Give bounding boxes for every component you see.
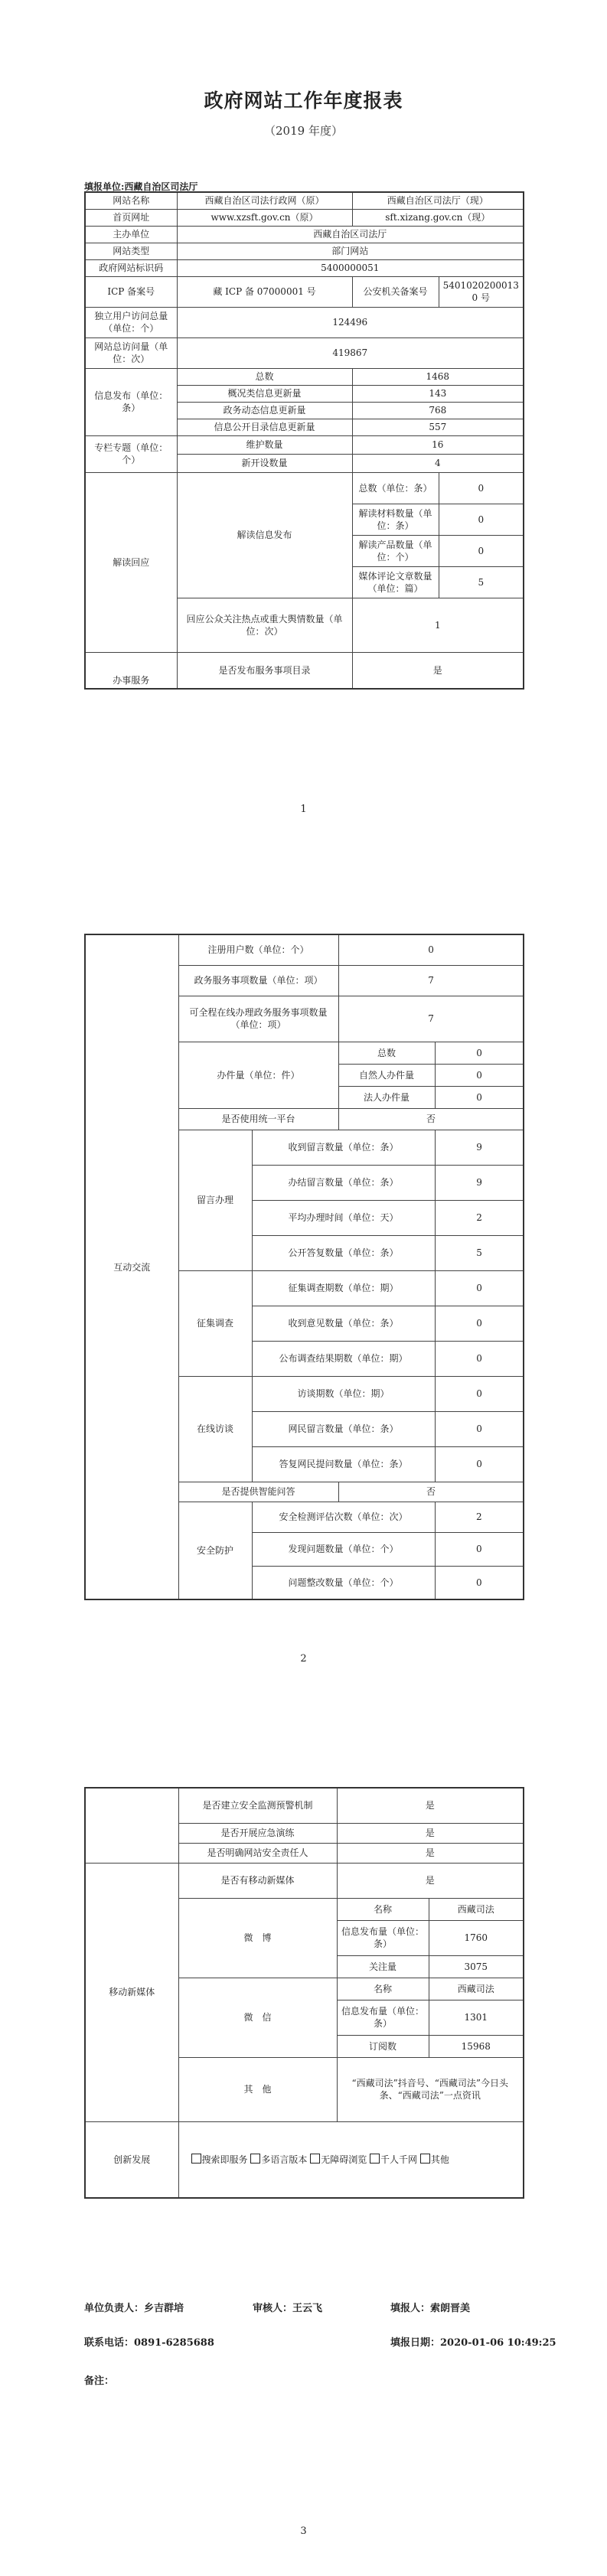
report-table-page-1 — [84, 191, 524, 690]
svc-online-value: 7 — [338, 996, 524, 1042]
jd-media-value: 5 — [439, 566, 524, 598]
info-gk-value: 143 — [352, 385, 524, 402]
info-total-label: 总数 — [177, 368, 352, 385]
msg-done-label: 办结留言数量（单位：条） — [252, 1165, 435, 1200]
survey-result-label: 公布调查结果期数（单位：期） — [252, 1341, 435, 1376]
jd-media-label: 媒体评论文章数量（单位：篇） — [352, 566, 439, 598]
weixin-name-value: 西藏司法 — [429, 1978, 524, 2000]
qa-value: 否 — [338, 1482, 524, 1502]
msg-public-label: 公开答复数量（单位：条） — [252, 1235, 435, 1270]
contact-phone: 联系电话：0891-6285688 — [84, 2337, 214, 2349]
msg-public-value: 5 — [435, 1235, 524, 1270]
innovation-option[interactable]: 千人千网 — [370, 2154, 417, 2165]
info-total-value: 1468 — [352, 368, 524, 385]
host-value: 西藏自治区司法厅 — [177, 226, 524, 243]
interview-label: 在线访谈 — [178, 1376, 252, 1482]
pv-label: 网站总访问量（单位：次） — [85, 337, 177, 368]
column-maint-label: 维护数量 — [177, 435, 352, 454]
police-label: 公安机关备案号 — [352, 276, 439, 307]
other-media-label: 其 他 — [178, 2057, 337, 2121]
innovation-option[interactable]: 多语言版本 — [250, 2154, 307, 2165]
weixin-subs-value: 15968 — [429, 2035, 524, 2057]
interview-msgs-label: 网民留言数量（单位：条） — [252, 1411, 435, 1446]
uv-value: 124496 — [177, 307, 524, 337]
weibo-posts-value: 1760 — [429, 1920, 524, 1955]
qa-label: 是否提供智能问答 — [178, 1482, 338, 1502]
hot-label: 回应公众关注热点或重大舆情数量（单位：次） — [177, 598, 352, 652]
fill-date: 填报日期：2020-01-06 10:49:25 — [390, 2337, 556, 2349]
column-maint-value: 16 — [352, 435, 524, 454]
report-table-page-3 — [84, 1787, 524, 2199]
interview-count-label: 访谈期数（单位：期） — [252, 1376, 435, 1411]
jd-material-value: 0 — [439, 504, 524, 535]
handle-legal-value: 0 — [435, 1086, 524, 1108]
uv-label: 独立用户访问总量（单位：个） — [85, 307, 177, 337]
innovation-option[interactable]: 无障碍浏览 — [310, 2154, 367, 2165]
survey-opinions-label: 收到意见数量（单位：条） — [252, 1306, 435, 1341]
weixin-posts-value: 1301 — [429, 2000, 524, 2035]
survey-label: 征集调查 — [178, 1270, 252, 1376]
weibo-label: 微 博 — [178, 1898, 337, 1978]
interact-label: 互动交流 — [85, 934, 178, 1599]
jd-product-label: 解读产品数量（单位：个） — [352, 535, 439, 566]
unit-chief: 单位负责人：乡吉群培 — [84, 2303, 184, 2314]
column-label: 专栏专题（单位：个） — [85, 435, 177, 472]
sec-fixed-value: 0 — [435, 1566, 524, 1599]
police-value: 54010202000130 号 — [439, 276, 524, 307]
sec-drill-value: 是 — [337, 1823, 524, 1843]
info-gk-label: 概况类信息更新量 — [177, 385, 352, 402]
reg-users-value: 0 — [338, 934, 524, 965]
jd-total-value: 0 — [439, 472, 524, 504]
service-publish-value: 是 — [352, 652, 524, 689]
survey-count-label: 征集调查期数（单位：期） — [252, 1270, 435, 1306]
interview-ans-value: 0 — [435, 1446, 524, 1482]
sec-person-label: 是否明确网站安全责任人 — [178, 1843, 337, 1863]
jd-material-label: 解读材料数量（单位：条） — [352, 504, 439, 535]
site-type-value: 部门网站 — [177, 243, 524, 259]
sec-found-label: 发现问题数量（单位：个） — [252, 1532, 435, 1566]
mobile-label: 移动新媒体 — [85, 1863, 178, 2121]
weibo-fans-label: 关注量 — [337, 1955, 429, 1978]
svc-items-value: 7 — [338, 965, 524, 996]
home-url-new: sft.xizang.gov.cn（现） — [352, 209, 524, 226]
msg-recv-label: 收到留言数量（单位：条） — [252, 1130, 435, 1165]
msg-days-label: 平均办理时间（单位：天） — [252, 1200, 435, 1235]
weixin-label: 微 信 — [178, 1978, 337, 2057]
innovation-option[interactable]: 其他 — [420, 2154, 449, 2165]
msg-recv-value: 9 — [435, 1130, 524, 1165]
info-zw-label: 政务动态信息更新量 — [177, 402, 352, 419]
home-url-old: www.xzsft.gov.cn（原） — [177, 209, 352, 226]
jd-product-value: 0 — [439, 535, 524, 566]
pv-value: 419867 — [177, 337, 524, 368]
page-number-2: 2 — [300, 1653, 307, 1665]
icp-label: ICP 备案号 — [85, 276, 177, 307]
info-zw-value: 768 — [352, 402, 524, 419]
handle-person-value: 0 — [435, 1064, 524, 1086]
weibo-posts-label: 信息发布量（单位：条） — [337, 1920, 429, 1955]
service-publish-label: 是否发布服务事项目录 — [177, 652, 352, 689]
handle-total-label: 总数 — [338, 1042, 435, 1064]
hot-value: 1 — [352, 598, 524, 652]
handle-legal-label: 法人办件量 — [338, 1086, 435, 1108]
handle-label: 办件量（单位：件） — [178, 1042, 338, 1108]
handle-person-label: 自然人办件量 — [338, 1064, 435, 1086]
site-name-label: 网站名称 — [85, 192, 177, 209]
column-new-value: 4 — [352, 454, 524, 472]
mobile-has-label: 是否有移动新媒体 — [178, 1863, 337, 1898]
svc-items-label: 政务服务事项数量（单位：项） — [178, 965, 338, 996]
innovation-option[interactable]: 搜索即服务 — [191, 2154, 248, 2165]
site-code-value: 5400000051 — [177, 259, 524, 276]
reg-users-label: 注册用户数（单位：个） — [178, 934, 338, 965]
report-table-page-2 — [84, 934, 524, 1600]
service-label: 办事服务 — [85, 652, 177, 689]
page-number-1: 1 — [300, 804, 307, 815]
unified-value: 否 — [338, 1108, 524, 1130]
site-name-old: 西藏自治区司法行政网（原） — [177, 192, 352, 209]
msg-days-value: 2 — [435, 1200, 524, 1235]
column-new-label: 新开设数量 — [177, 454, 352, 472]
response-label: 解读回应 — [85, 472, 177, 652]
survey-opinions-value: 0 — [435, 1306, 524, 1341]
sec-eval-label: 安全检测评估次数（单位：次） — [252, 1502, 435, 1532]
handle-total-value: 0 — [435, 1042, 524, 1064]
sec-found-value: 0 — [435, 1532, 524, 1566]
security-label: 安全防护 — [178, 1502, 252, 1599]
interview-ans-label: 答复网民提问数量（单位：条） — [252, 1446, 435, 1482]
remark: 备注： — [84, 2375, 115, 2387]
site-code-label: 政府网站标识码 — [85, 259, 177, 276]
info-ml-value: 557 — [352, 419, 524, 435]
site-name-new: 西藏自治区司法厅（现） — [352, 192, 524, 209]
report-year: （2019 年度） — [264, 124, 343, 138]
svc-online-label: 可全程在线办理政务服务事项数量（单位：项） — [178, 996, 338, 1042]
weibo-name-label: 名称 — [337, 1898, 429, 1920]
info-ml-label: 信息公开目录信息更新量 — [177, 419, 352, 435]
fill-unit: 填报单位:西藏自治区司法厅 — [84, 181, 198, 192]
sec-drill-label: 是否开展应急演练 — [178, 1823, 337, 1843]
security-cont-label — [85, 1788, 178, 1863]
page-number-3: 3 — [300, 2525, 307, 2537]
icp-value: 藏 ICP 备 07000001 号 — [177, 276, 352, 307]
checkbox-icon[interactable] — [191, 2154, 201, 2164]
unified-label: 是否使用统一平台 — [178, 1108, 338, 1130]
sec-eval-value: 2 — [435, 1502, 524, 1532]
checkbox-icon[interactable] — [310, 2154, 320, 2164]
weixin-subs-label: 订阅数 — [337, 2035, 429, 2057]
checkbox-icon[interactable] — [250, 2154, 260, 2164]
info-label: 信息发布（单位：条） — [85, 368, 177, 435]
weibo-fans-value: 3075 — [429, 1955, 524, 1978]
filler: 填报人：索朗晋美 — [390, 2303, 471, 2314]
checkbox-icon[interactable] — [370, 2154, 380, 2164]
site-type-label: 网站类型 — [85, 243, 177, 259]
mobile-has-value: 是 — [337, 1863, 524, 1898]
report-title: 政府网站工作年度报表 — [204, 90, 403, 112]
message-label: 留言办理 — [178, 1130, 252, 1270]
host-label: 主办单位 — [85, 226, 177, 243]
sec-monitor-value: 是 — [337, 1788, 524, 1823]
home-url-label: 首页网址 — [85, 209, 177, 226]
interview-count-value: 0 — [435, 1376, 524, 1411]
innovation-options — [178, 2121, 524, 2198]
survey-result-value: 0 — [435, 1341, 524, 1376]
weixin-name-label: 名称 — [337, 1978, 429, 2000]
innovation-label: 创新发展 — [85, 2121, 178, 2198]
interpretation-label: 解读信息发布 — [177, 472, 352, 598]
weixin-posts-label: 信息发布量（单位：条） — [337, 2000, 429, 2035]
sec-fixed-label: 问题整改数量（单位：个） — [252, 1566, 435, 1599]
checkbox-icon[interactable] — [420, 2154, 430, 2164]
sec-monitor-label: 是否建立安全监测预警机制 — [178, 1788, 337, 1823]
other-media-value: “西藏司法”抖音号、“西藏司法”今日头条、“西藏司法”一点资讯 — [337, 2057, 524, 2121]
jd-total-label: 总数（单位：条） — [352, 472, 439, 504]
survey-count-value: 0 — [435, 1270, 524, 1306]
msg-done-value: 9 — [435, 1165, 524, 1200]
reviewer: 审核人：王云飞 — [253, 2303, 323, 2314]
interview-msgs-value: 0 — [435, 1411, 524, 1446]
sec-person-value: 是 — [337, 1843, 524, 1863]
weibo-name-value: 西藏司法 — [429, 1898, 524, 1920]
